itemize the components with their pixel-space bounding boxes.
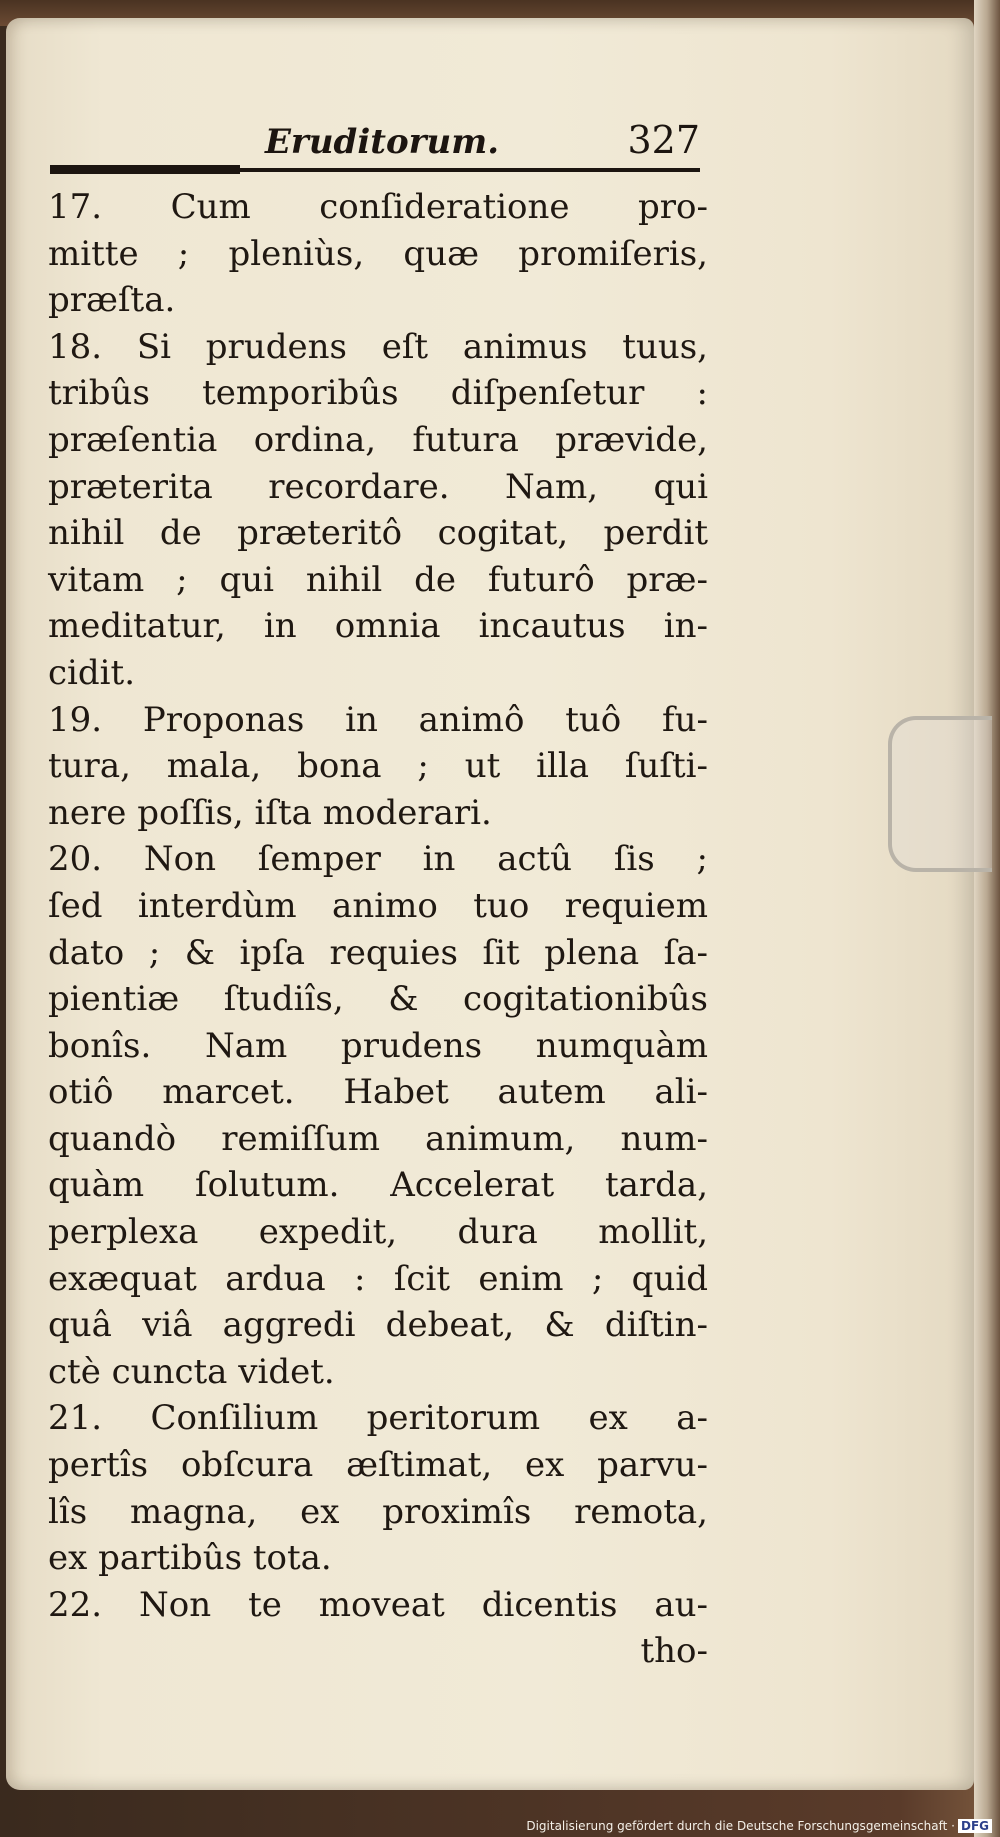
text-line: 20. Non ſemper in actû ſis ; — [48, 839, 708, 880]
text-line: quâ viâ aggredi debeat, & diſtin- — [48, 1305, 708, 1346]
page-edge-right — [974, 0, 1000, 1837]
text-line: 21. Conſilium peritorum ex a- — [48, 1398, 708, 1439]
text-line: præterita recordare. Nam, qui — [48, 466, 708, 507]
digitization-credit — [526, 1819, 992, 1833]
text-line: tribûs temporibûs diſpenſetur : — [48, 373, 708, 414]
text-line: pientiæ ſtudiîs, & cogitationibûs — [48, 979, 708, 1020]
running-head: Eruditorum. — [265, 122, 500, 162]
book-clip — [888, 716, 992, 872]
text-line: exæquat ardua : ſcit enim ; quid — [48, 1258, 708, 1299]
text-line: ex partibûs tota. — [48, 1538, 332, 1579]
text-line: dato ; & ipſa requies ſit plena ſa- — [48, 932, 708, 973]
page-header — [50, 118, 700, 174]
body-text — [48, 184, 708, 1675]
text-line: 18. Si prudens eſt animus tuus, — [48, 326, 708, 367]
text-line: meditatur, in omnia incautus in- — [48, 606, 708, 647]
text-line: 22. Non te moveat dicentis au- — [48, 1584, 708, 1625]
credit-text: Digitalisierung gefördert durch die Deutsche Forschungsgemeinschaft · — [526, 1819, 955, 1833]
text-line: nihil de præteritô cogitat, perdit — [48, 513, 708, 554]
catchword: tho- — [640, 1631, 708, 1672]
text-line: præſentia ordina, futura prævide, — [48, 419, 708, 460]
text-line: vitam ; qui nihil de futurô præ- — [48, 559, 708, 600]
text-line: pertîs obſcura æſtimat, ex parvu- — [48, 1445, 708, 1486]
text-line: lîs magna, ex proximîs remota, — [48, 1491, 708, 1532]
text-line: otiô marcet. Habet autem ali- — [48, 1072, 708, 1113]
text-line: perplexa expedit, dura mollit, — [48, 1212, 708, 1253]
text-line: 17. Cum conſideratione pro- — [48, 187, 708, 227]
text-line: cidit. — [48, 652, 136, 693]
page-number: 327 — [627, 118, 700, 162]
header-rule — [50, 168, 700, 172]
text-line: bonîs. Nam prudens numquàm — [48, 1025, 708, 1066]
text-line: 19. Proponas in animô tuô fu- — [48, 699, 708, 740]
dfg-logo: DFG — [958, 1819, 992, 1833]
text-line: quàm ſolutum. Accelerat tarda, — [48, 1165, 708, 1206]
text-line: quandò remiſſum animum, num- — [48, 1118, 708, 1159]
text-line: tura, mala, bona ; ut illa ſuſti- — [48, 746, 708, 787]
text-line: ſed interdùm animo tuo requiem — [48, 885, 708, 926]
text-line: nere poſſis, iſta moderari. — [48, 792, 492, 833]
text-line: ctè cuncta videt. — [48, 1351, 335, 1392]
text-line: mitte ; pleniùs, quæ promiſeris, — [48, 233, 708, 274]
text-line: præſta. — [48, 280, 176, 321]
